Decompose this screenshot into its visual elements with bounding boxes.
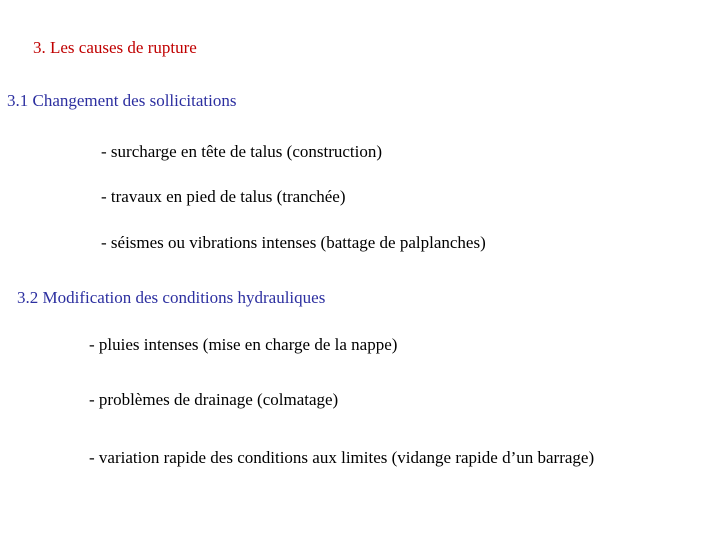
- list-item: - travaux en pied de talus (tranchée): [101, 187, 346, 206]
- section-heading-hydrauliques: 3.2 Modification des conditions hydrauliques: [17, 288, 326, 307]
- list-item: - problèmes de drainage (colmatage): [89, 390, 339, 409]
- list-item: - pluies intenses (mise en charge de la nappe): [89, 335, 398, 354]
- list-item: - variation rapide des conditions aux limites (vidange rapide d’un barrage): [89, 448, 595, 467]
- section-heading-sollicitations: 3.1 Changement des sollicitations: [7, 91, 237, 110]
- list-item: - séismes ou vibrations intenses (battage de palplanches): [101, 233, 486, 252]
- list-item: - surcharge en tête de talus (construction): [101, 142, 383, 161]
- page-title: 3. Les causes de rupture: [33, 38, 197, 57]
